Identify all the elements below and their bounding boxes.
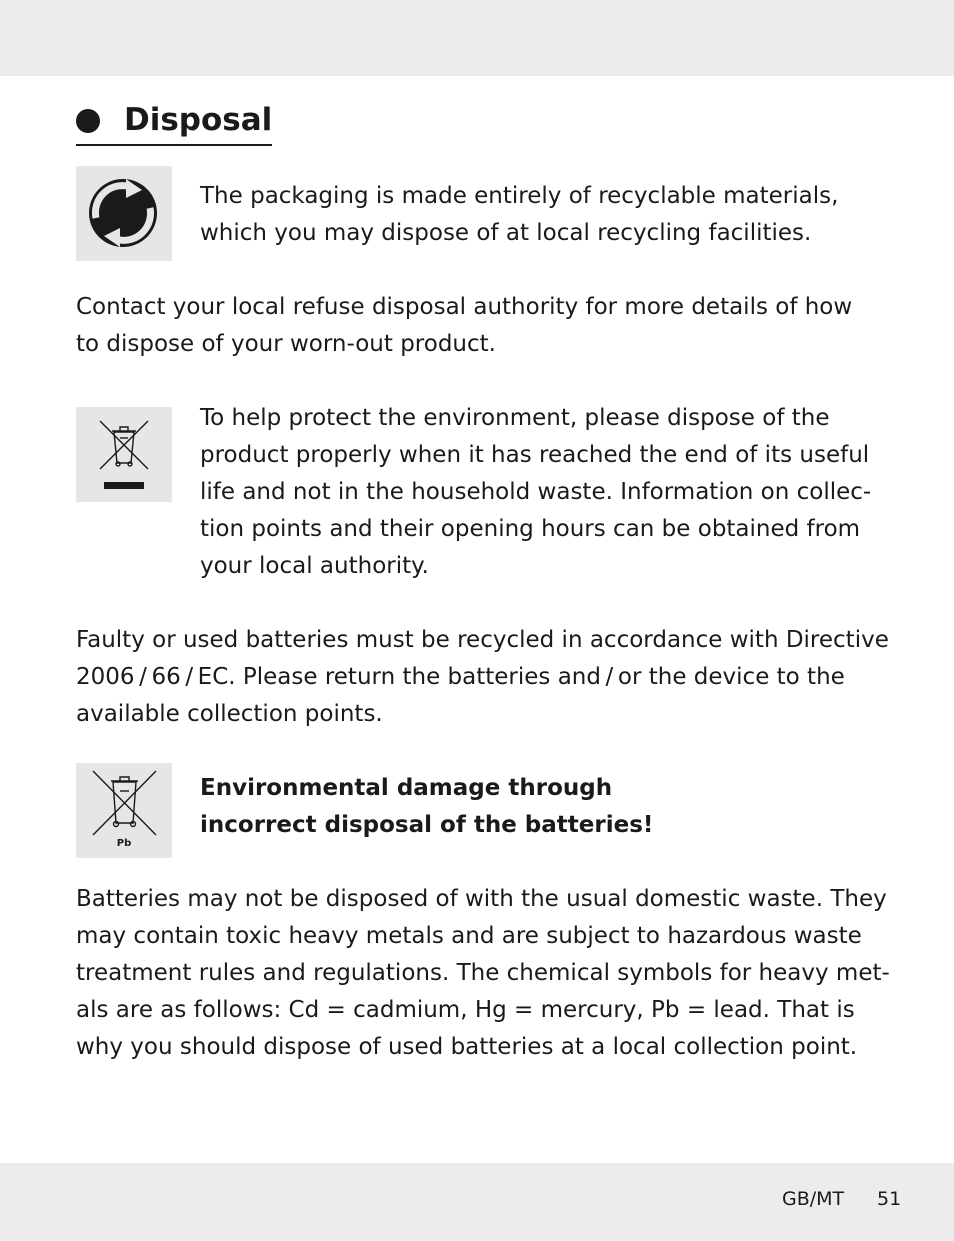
page-number: 51 [877, 1188, 902, 1210]
header-band [0, 0, 954, 76]
recycle-icon [76, 166, 172, 261]
weee-bin-icon [76, 407, 172, 502]
contact-text: Contact your local refuse disposal authority for more details of how to dispose of your worn-out product. [76, 294, 853, 357]
warning-heading: Environmental damage through incorrect disposal of the batteries! [200, 775, 654, 838]
section-heading [76, 98, 272, 146]
bullet-icon [76, 109, 100, 133]
batteries-text: Faulty or used batteries must be recycled in accordance with Directive 2006 / 66 / EC. Please return the batteries and / or the device to the available collection points. [76, 627, 889, 727]
battery-bin-icon [76, 763, 172, 858]
pb-label: Pb [116, 838, 132, 849]
footer-region: GB/MT [782, 1188, 845, 1210]
environment-text: To help protect the environment, please dispose of the product properly when it has reached the end of its useful life and not in the household waste. Information on collec- tion points and their opening hours can be obtained from your local authority. [200, 405, 872, 579]
battery-waste-text: Batteries may not be disposed of with the usual domestic waste. They may contain toxic heavy metals and are subject to hazardous waste treatment rules and regulations. The chemical symbols for heavy met- als are as follows: Cd = cadmium, Hg = mercury, Pb = lead. That is why you should dispose of used batteries at a local collection point. [76, 886, 890, 1060]
packaging-text: The packaging is made entirely of recyclable materials, which you may dispose of at local recycling facilities. [200, 183, 839, 246]
page-title: Disposal [124, 102, 273, 138]
